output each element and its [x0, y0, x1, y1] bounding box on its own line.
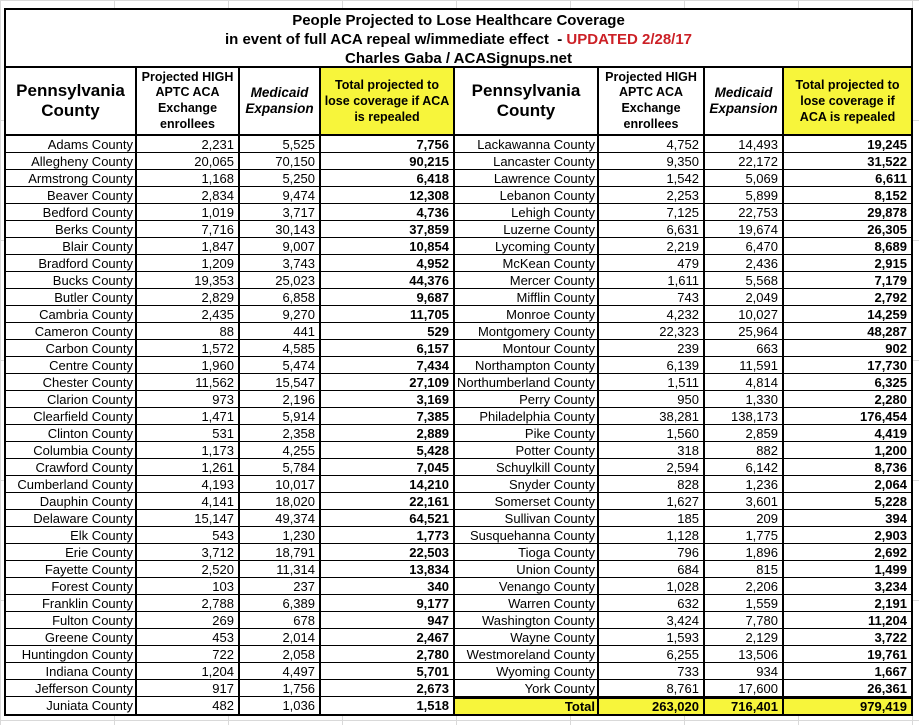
cell-county: Adams County [6, 136, 137, 153]
cell-county: Bucks County [6, 272, 137, 289]
cell-medicaid: 934 [705, 663, 784, 680]
cell-county: Juniata County [6, 697, 137, 714]
cell-total: 947 [321, 612, 455, 629]
cell-aptc: 1,204 [137, 663, 240, 680]
cell-total: 2,692 [784, 544, 911, 561]
cell-county: Greene County [6, 629, 137, 646]
data-grid [6, 68, 911, 714]
cell-aptc: 185 [599, 510, 705, 527]
cell-total: 394 [784, 510, 911, 527]
aptc-column-header-right: Projected HIGH APTC ACA Exchange enrollees [599, 68, 705, 136]
cell-medicaid: 1,036 [240, 697, 321, 714]
cell-aptc: 269 [137, 612, 240, 629]
cell-medicaid: 209 [705, 510, 784, 527]
cell-total: 19,761 [784, 646, 911, 663]
cell-county: Forest County [6, 578, 137, 595]
cell-medicaid: 18,020 [240, 493, 321, 510]
cell-medicaid: 1,559 [705, 595, 784, 612]
cell-aptc: 1,128 [599, 527, 705, 544]
cell-county: Carbon County [6, 340, 137, 357]
cell-county: Perry County [455, 391, 599, 408]
cell-total: 13,834 [321, 561, 455, 578]
cell-total: 2,915 [784, 255, 911, 272]
cell-total: 64,521 [321, 510, 455, 527]
total-column-header-left: Total projected to lose coverage if ACA is repealed [321, 68, 455, 136]
cell-medicaid: 11,314 [240, 561, 321, 578]
cell-total: 10,854 [321, 238, 455, 255]
cell-county: Somerset County [455, 493, 599, 510]
cell-medicaid: 5,899 [705, 187, 784, 204]
cell-total: 8,152 [784, 187, 911, 204]
title-line-2 [6, 30, 911, 49]
cell-medicaid: 4,585 [240, 340, 321, 357]
cell-aptc: 3,424 [599, 612, 705, 629]
cell-county: Wyoming County [455, 663, 599, 680]
cell-medicaid: 5,525 [240, 136, 321, 153]
cell-aptc: 531 [137, 425, 240, 442]
cell-aptc: 2,219 [599, 238, 705, 255]
cell-medicaid: 441 [240, 323, 321, 340]
cell-aptc: 8,761 [599, 680, 705, 697]
cell-county: Union County [455, 561, 599, 578]
cell-total: 12,308 [321, 187, 455, 204]
title-line-2-text: in event of full ACA repeal w/immediate effect - [224, 31, 567, 48]
cell-county: Crawford County [6, 459, 137, 476]
cell-medicaid: 22,172 [705, 153, 784, 170]
cell-aptc: 1,019 [137, 204, 240, 221]
cell-total: 2,467 [321, 629, 455, 646]
cell-medicaid: 6,470 [705, 238, 784, 255]
county-column-header-left: Pennsylvania County [6, 68, 137, 136]
cell-medicaid: 1,775 [705, 527, 784, 544]
cell-medicaid: 1,330 [705, 391, 784, 408]
cell-total: 11,204 [784, 612, 911, 629]
cell-total: 6,611 [784, 170, 911, 187]
cell-medicaid: 11,591 [705, 357, 784, 374]
cell-aptc: 4,193 [137, 476, 240, 493]
cell-total: 2,792 [784, 289, 911, 306]
cell-medicaid: 678 [240, 612, 321, 629]
cell-aptc: 479 [599, 255, 705, 272]
cell-medicaid: 6,389 [240, 595, 321, 612]
cell-aptc: 4,752 [599, 136, 705, 153]
cell-total: 4,736 [321, 204, 455, 221]
cell-total: 1,200 [784, 442, 911, 459]
cell-total: 2,064 [784, 476, 911, 493]
title-attribution: Charles Gaba / ACASignups.net [345, 50, 572, 67]
cell-aptc: 632 [599, 595, 705, 612]
cell-county: Northumberland County [455, 374, 599, 391]
cell-total: 44,376 [321, 272, 455, 289]
cell-county: Clarion County [6, 391, 137, 408]
cell-total: 2,903 [784, 527, 911, 544]
cell-county: Mercer County [455, 272, 599, 289]
cell-medicaid: 30,143 [240, 221, 321, 238]
cell-total: 2,191 [784, 595, 911, 612]
cell-county: Columbia County [6, 442, 137, 459]
cell-total: 176,454 [784, 408, 911, 425]
cell-medicaid: 25,023 [240, 272, 321, 289]
cell-aptc: 1,209 [137, 255, 240, 272]
cell-county: Dauphin County [6, 493, 137, 510]
cell-aptc: 19,353 [137, 272, 240, 289]
cell-county: Northampton County [455, 357, 599, 374]
cell-total: 7,179 [784, 272, 911, 289]
cell-county: Snyder County [455, 476, 599, 493]
cell-county: Lawrence County [455, 170, 599, 187]
cell-county: Franklin County [6, 595, 137, 612]
cell-aptc: 1,542 [599, 170, 705, 187]
cell-medicaid: 1,756 [240, 680, 321, 697]
cell-aptc: 2,231 [137, 136, 240, 153]
cell-aptc: 2,435 [137, 306, 240, 323]
cell-county: Schuylkill County [455, 459, 599, 476]
cell-medicaid: 2,049 [705, 289, 784, 306]
cell-total: 19,245 [784, 136, 911, 153]
cell-county: Clearfield County [6, 408, 137, 425]
cell-total: 26,361 [784, 680, 911, 697]
cell-aptc: 22,323 [599, 323, 705, 340]
cell-aptc: 38,281 [599, 408, 705, 425]
cell-aptc: 103 [137, 578, 240, 595]
cell-county: Lackawanna County [455, 136, 599, 153]
cell-aptc: 684 [599, 561, 705, 578]
cell-aptc: 88 [137, 323, 240, 340]
cell-county: Armstrong County [6, 170, 137, 187]
cell-aptc: 2,594 [599, 459, 705, 476]
cell-aptc: 6,631 [599, 221, 705, 238]
cell-medicaid: 17,600 [705, 680, 784, 697]
cell-county: Delaware County [6, 510, 137, 527]
cell-total: 90,215 [321, 153, 455, 170]
cell-county: Erie County [6, 544, 137, 561]
table-title [6, 10, 911, 68]
cell-aptc: 318 [599, 442, 705, 459]
cell-total: 4,419 [784, 425, 911, 442]
cell-aptc: 2,253 [599, 187, 705, 204]
cell-aptc: 1,261 [137, 459, 240, 476]
cell-total: 1,667 [784, 663, 911, 680]
cell-total: 3,169 [321, 391, 455, 408]
cell-county: Cambria County [6, 306, 137, 323]
cell-aptc: 543 [137, 527, 240, 544]
cell-medicaid: 663 [705, 340, 784, 357]
cell-medicaid: 14,493 [705, 136, 784, 153]
cell-total: 9,687 [321, 289, 455, 306]
cell-total: 8,689 [784, 238, 911, 255]
cell-medicaid: 5,914 [240, 408, 321, 425]
cell-county: Montour County [455, 340, 599, 357]
cell-county: Lehigh County [455, 204, 599, 221]
cell-total: 29,878 [784, 204, 911, 221]
cell-county: McKean County [455, 255, 599, 272]
cell-aptc: 1,028 [599, 578, 705, 595]
cell-county: Bradford County [6, 255, 137, 272]
cell-total: 7,045 [321, 459, 455, 476]
cell-county: Cameron County [6, 323, 137, 340]
cell-total: 7,756 [321, 136, 455, 153]
cell-total: 1,518 [321, 697, 455, 714]
cell-medicaid: 4,255 [240, 442, 321, 459]
cell-county: Jefferson County [6, 680, 137, 697]
cell-medicaid: 10,027 [705, 306, 784, 323]
cell-medicaid: 9,007 [240, 238, 321, 255]
cell-county: Philadelphia County [455, 408, 599, 425]
cell-aptc: 239 [599, 340, 705, 357]
cell-aptc: 9,350 [599, 153, 705, 170]
cell-medicaid: 2,196 [240, 391, 321, 408]
cell-aptc: 722 [137, 646, 240, 663]
cell-total: 1,773 [321, 527, 455, 544]
cell-aptc: 1,627 [599, 493, 705, 510]
cell-aptc: 482 [137, 697, 240, 714]
cell-medicaid: 2,436 [705, 255, 784, 272]
cell-aptc: 1,168 [137, 170, 240, 187]
cell-total: 22,503 [321, 544, 455, 561]
cell-medicaid: 5,250 [240, 170, 321, 187]
cell-total: 8,736 [784, 459, 911, 476]
cell-total: 7,385 [321, 408, 455, 425]
cell-medicaid: 15,547 [240, 374, 321, 391]
cell-total: 2,889 [321, 425, 455, 442]
cell-aptc: 3,712 [137, 544, 240, 561]
cell-aptc: 4,141 [137, 493, 240, 510]
cell-medicaid: 6,142 [705, 459, 784, 476]
cell-total: 2,280 [784, 391, 911, 408]
cell-total: 17,730 [784, 357, 911, 374]
cell-medicaid: 2,014 [240, 629, 321, 646]
cell-medicaid: 25,964 [705, 323, 784, 340]
cell-county: Luzerne County [455, 221, 599, 238]
cell-county: Pike County [455, 425, 599, 442]
cell-aptc: 743 [599, 289, 705, 306]
cell-aptc: 2,829 [137, 289, 240, 306]
cell-county: Butler County [6, 289, 137, 306]
cell-aptc: 796 [599, 544, 705, 561]
cell-total: 979,419 [784, 697, 911, 714]
cell-county: Washington County [455, 612, 599, 629]
cell-aptc: 1,572 [137, 340, 240, 357]
cell-aptc: 20,065 [137, 153, 240, 170]
cell-aptc: 1,611 [599, 272, 705, 289]
cell-total: 3,234 [784, 578, 911, 595]
cell-medicaid: 6,858 [240, 289, 321, 306]
cell-county: Bedford County [6, 204, 137, 221]
cell-total: 2,673 [321, 680, 455, 697]
cell-medicaid: 19,674 [705, 221, 784, 238]
cell-county: Huntingdon County [6, 646, 137, 663]
cell-total: 5,701 [321, 663, 455, 680]
cell-medicaid: 10,017 [240, 476, 321, 493]
cell-aptc: 2,834 [137, 187, 240, 204]
cell-county: York County [455, 680, 599, 697]
cell-total: 340 [321, 578, 455, 595]
cell-aptc: 1,960 [137, 357, 240, 374]
cell-total: 1,499 [784, 561, 911, 578]
cell-county: Clinton County [6, 425, 137, 442]
total-column-header-right: Total projected to lose coverage if ACA is repealed [784, 68, 911, 136]
cell-medicaid: 18,791 [240, 544, 321, 561]
cell-total: 14,259 [784, 306, 911, 323]
cell-medicaid: 1,236 [705, 476, 784, 493]
cell-total: 7,434 [321, 357, 455, 374]
cell-medicaid: 2,358 [240, 425, 321, 442]
cell-aptc: 11,562 [137, 374, 240, 391]
cell-county: Susquehanna County [455, 527, 599, 544]
cell-county: Berks County [6, 221, 137, 238]
cell-county: Total [455, 697, 599, 714]
cell-county: Fulton County [6, 612, 137, 629]
cell-aptc: 1,560 [599, 425, 705, 442]
cell-county: Lycoming County [455, 238, 599, 255]
cell-total: 27,109 [321, 374, 455, 391]
cell-county: Beaver County [6, 187, 137, 204]
cell-total: 3,722 [784, 629, 911, 646]
cell-total: 22,161 [321, 493, 455, 510]
cell-aptc: 2,520 [137, 561, 240, 578]
cell-medicaid: 4,814 [705, 374, 784, 391]
cell-aptc: 828 [599, 476, 705, 493]
cell-medicaid: 22,753 [705, 204, 784, 221]
cell-medicaid: 9,270 [240, 306, 321, 323]
medicaid-column-header-right: Medicaid Expansion [705, 68, 784, 136]
cell-total: 902 [784, 340, 911, 357]
cell-total: 31,522 [784, 153, 911, 170]
cell-county: Warren County [455, 595, 599, 612]
cell-county: Indiana County [6, 663, 137, 680]
cell-total: 6,157 [321, 340, 455, 357]
cell-total: 6,418 [321, 170, 455, 187]
cell-aptc: 973 [137, 391, 240, 408]
cell-aptc: 1,511 [599, 374, 705, 391]
cell-county: Tioga County [455, 544, 599, 561]
cell-total: 6,325 [784, 374, 911, 391]
cell-county: Monroe County [455, 306, 599, 323]
cell-medicaid: 1,230 [240, 527, 321, 544]
cell-medicaid: 1,896 [705, 544, 784, 561]
cell-aptc: 1,173 [137, 442, 240, 459]
title-updated-date: UPDATED 2/28/17 [566, 31, 693, 48]
cell-medicaid: 882 [705, 442, 784, 459]
cell-aptc: 453 [137, 629, 240, 646]
cell-aptc: 263,020 [599, 697, 705, 714]
cell-medicaid: 7,780 [705, 612, 784, 629]
cell-county: Elk County [6, 527, 137, 544]
cell-medicaid: 237 [240, 578, 321, 595]
cell-medicaid: 49,374 [240, 510, 321, 527]
cell-county: Allegheny County [6, 153, 137, 170]
cell-county: Fayette County [6, 561, 137, 578]
cell-aptc: 15,147 [137, 510, 240, 527]
cell-medicaid: 5,784 [240, 459, 321, 476]
cell-aptc: 6,139 [599, 357, 705, 374]
cell-county: Wayne County [455, 629, 599, 646]
cell-medicaid: 13,506 [705, 646, 784, 663]
cell-total: 48,287 [784, 323, 911, 340]
cell-county: Potter County [455, 442, 599, 459]
medicaid-column-header-left: Medicaid Expansion [240, 68, 321, 136]
cell-county: Lebanon County [455, 187, 599, 204]
cell-medicaid: 5,568 [705, 272, 784, 289]
cell-aptc: 7,125 [599, 204, 705, 221]
cell-total: 4,952 [321, 255, 455, 272]
cell-total: 11,705 [321, 306, 455, 323]
cell-medicaid: 815 [705, 561, 784, 578]
cell-aptc: 2,788 [137, 595, 240, 612]
cell-medicaid: 138,173 [705, 408, 784, 425]
cell-medicaid: 2,206 [705, 578, 784, 595]
cell-medicaid: 2,058 [240, 646, 321, 663]
cell-county: Blair County [6, 238, 137, 255]
cell-aptc: 4,232 [599, 306, 705, 323]
cell-county: Sullivan County [455, 510, 599, 527]
cell-total: 2,780 [321, 646, 455, 663]
cell-total: 26,305 [784, 221, 911, 238]
cell-county: Centre County [6, 357, 137, 374]
cell-aptc: 950 [599, 391, 705, 408]
cell-medicaid: 5,474 [240, 357, 321, 374]
cell-aptc: 7,716 [137, 221, 240, 238]
cell-aptc: 917 [137, 680, 240, 697]
cell-county: Venango County [455, 578, 599, 595]
cell-total: 14,210 [321, 476, 455, 493]
cell-aptc: 1,471 [137, 408, 240, 425]
cell-medicaid: 2,129 [705, 629, 784, 646]
cell-county: Lancaster County [455, 153, 599, 170]
cell-aptc: 1,847 [137, 238, 240, 255]
cell-medicaid: 70,150 [240, 153, 321, 170]
cell-medicaid: 5,069 [705, 170, 784, 187]
cell-medicaid: 3,717 [240, 204, 321, 221]
cell-county: Cumberland County [6, 476, 137, 493]
coverage-table [4, 8, 913, 716]
cell-medicaid: 3,743 [240, 255, 321, 272]
cell-aptc: 733 [599, 663, 705, 680]
cell-total: 37,859 [321, 221, 455, 238]
cell-medicaid: 716,401 [705, 697, 784, 714]
cell-county: Westmoreland County [455, 646, 599, 663]
cell-aptc: 6,255 [599, 646, 705, 663]
cell-county: Montgomery County [455, 323, 599, 340]
cell-medicaid: 9,474 [240, 187, 321, 204]
cell-medicaid: 3,601 [705, 493, 784, 510]
cell-total: 9,177 [321, 595, 455, 612]
cell-medicaid: 2,859 [705, 425, 784, 442]
cell-total: 5,228 [784, 493, 911, 510]
cell-aptc: 1,593 [599, 629, 705, 646]
county-column-header-right: Pennsylvania County [455, 68, 599, 136]
cell-county: Chester County [6, 374, 137, 391]
cell-medicaid: 4,497 [240, 663, 321, 680]
cell-county: Mifflin County [455, 289, 599, 306]
aptc-column-header-left: Projected HIGH APTC ACA Exchange enrollees [137, 68, 240, 136]
title-line-1: People Projected to Lose Healthcare Coverage [292, 12, 625, 29]
cell-total: 529 [321, 323, 455, 340]
cell-total: 5,428 [321, 442, 455, 459]
